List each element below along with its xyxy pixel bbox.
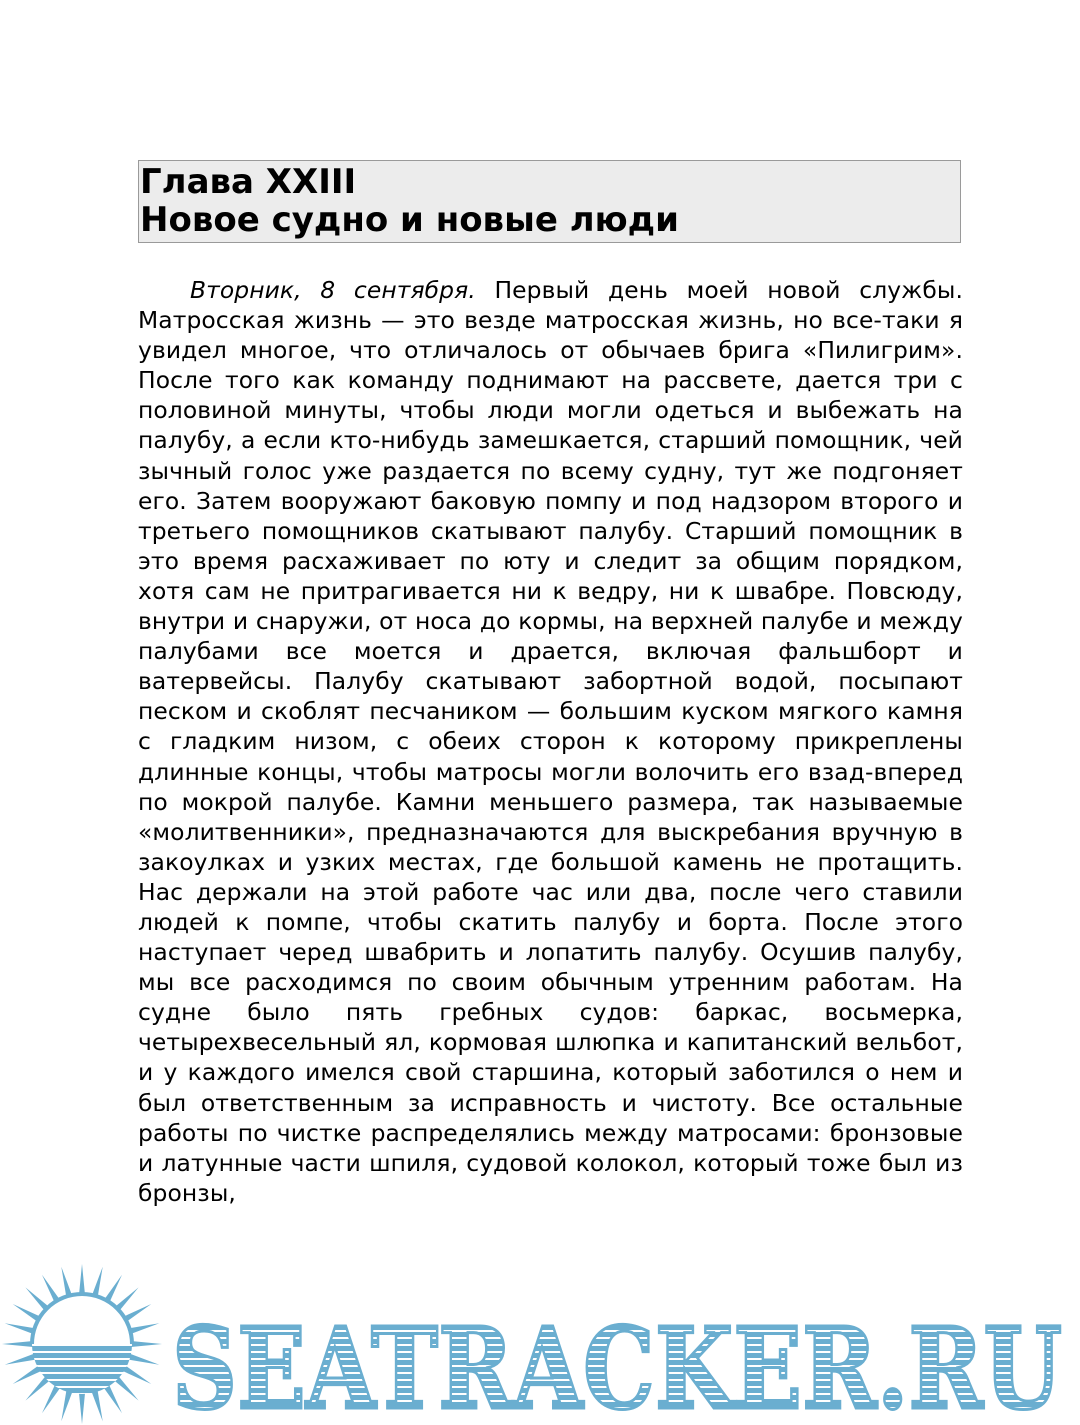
chapter-number: Глава XXIII	[140, 162, 357, 202]
sun-icon	[2, 1264, 162, 1424]
watermark-logo	[0, 1262, 1080, 1425]
body-paragraph	[138, 275, 963, 1208]
watermark-text: SEATRACKER.RU	[172, 1304, 1062, 1425]
diary-date: Вторник, 8 сентября.	[190, 276, 476, 304]
paragraph-text: Первый день моей новой службы. Матросская жизнь — это везде матросская жизнь, но все-таки я увидел многое, что отличалось от обычаев брига «Пилигрим». После того как команду поднимают на рассвете, дается три с половиной минуты, чтобы люди могли одеться и выбежать на палубу, а если кто-нибудь замешкается, старший помощник, чей зычный голос уже раздается по всему судну, тут же подгоняет его. Затем вооружают баковую помпу и под надзором второго и третьего помощников скатывают палубу. Старший помощник в это время расхаживает по юту и следит за общим порядком, хотя сам не притрагивается ни к ведру, ни к швабре. Повсюду, внутри и снаружи, от носа до кормы, на верхней палубе и между палубами все моется и драется, включая фальшборт и ватервейсы. Палубу скатывают забортной водой, посыпают песком и скоблят песчаником — большим куском мягкого камня с гладким низом, с обеих сторон к которому прикреплены длинные концы, чтобы матросы могли волочить его взад-вперед по мокрой палубе. Камни меньшего размера, так называемые «молитвенники», предназначаются для выскребания вручную в закоулках и узких местах, где большой камень не протащить. Нас держали на этой работе час или два, после чего ставили людей к помпе, чтобы скатить палубу и борта. После этого наступает черед швабрить и лопатить палубу. Осушив палубу, мы все расходимся по своим обычным утренним работам. На судне было пять гребных судов: баркас, восьмерка, четырехвесельный ял, кормовая шлюпка и капитанский вельбот, и у каждого имелся свой старшина, который заботился о нем и был ответственным за исправность и чистоту. Все остальные работы по чистке распределялись между матросами: бронзовые и латунные части шпиля, судовой колокол, который тоже был из бронзы,	[138, 276, 963, 1207]
chapter-header	[138, 160, 961, 243]
chapter-title: Новое судно и новые люди	[140, 200, 679, 240]
